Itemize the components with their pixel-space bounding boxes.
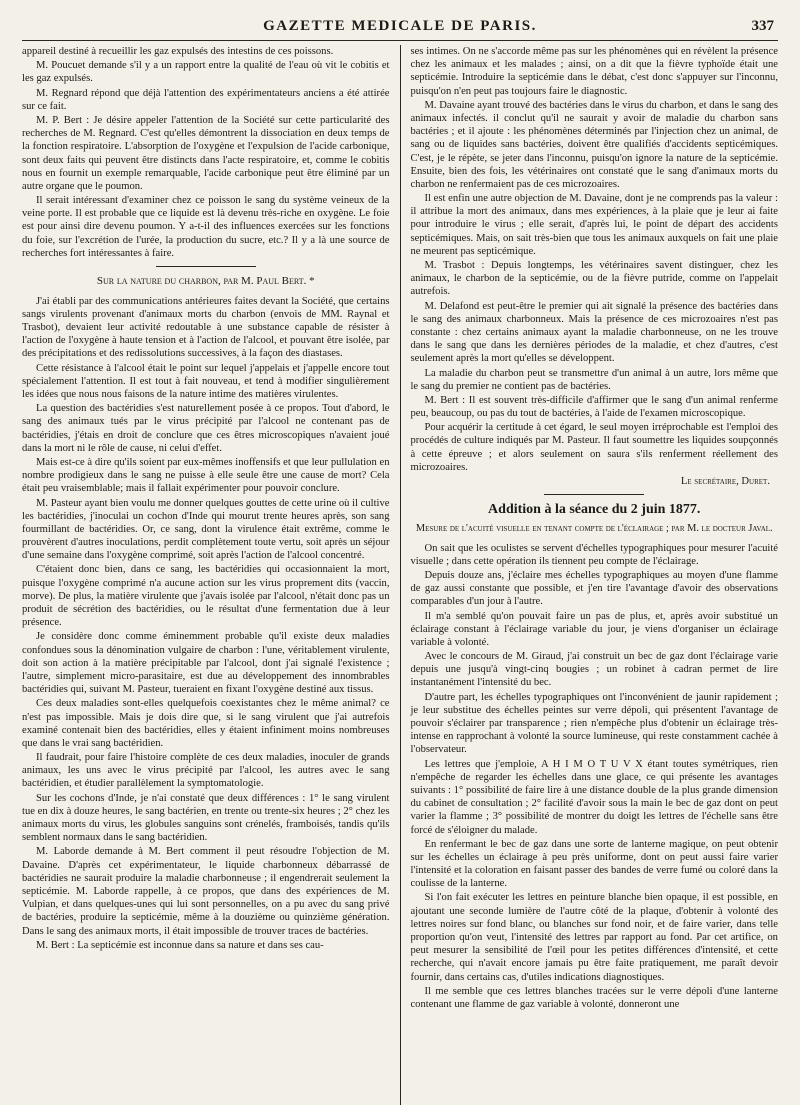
paragraph: Il est enfin une autre objection de M. Davaine, dont je ne comprends pas la valeur : il attribue la mort des animaux, dans mes expériences, à la plaie que je leur ai faite pour introduire le virus ; elle serait, d'après lui, le point de départ des accidents septicémiques. Mais, on sait très-bien que tous les animaux auxquels on fait une plaie ne meurent pas septicémique. (410, 193, 778, 257)
paragraph: Il faudrait, pour faire l'histoire complète de ces deux maladies, inoculer de grands animaux, les uns avec le virus précipité par l'alcool, les autres avec le sang bactéridien, et étudier parallèlement la symptomatologie. (22, 752, 390, 790)
paragraph: En renfermant le bec de gaz dans une sorte de lanterne magique, on peut obtenir sur les échelles un éclairage à peu près uniforme, dont on peut aussi faire varier l'intensité et la coloration en faisant passer des bandes de verre fumé ou coloré dans la coulisse de la lanterne. (410, 838, 778, 890)
paragraph: La question des bactéridies s'est naturellement posée à ce propos. Tout d'abord, le sang des animaux tués par le virus précipité par l'alcool ne contenant pas de bactéridies, j'étais en droit de conclure que ces êtres microscopiques n'avaient joué dans la mort ni le rôle de cause, ni celui d'effet. (22, 403, 390, 454)
paragraph: M. Bert : La septicémie est inconnue dans sa nature et dans ses cau- (36, 939, 324, 951)
paragraph: M. Bert : Il est souvent très-difficile d'affirmer que le sang d'un animal renferme peu, beaucoup, ou pas du tout de bactéries, à l'aide de l'examen microscopique. (410, 394, 778, 420)
paragraph: Il serait intéressant d'examiner chez ce poisson le sang du système veineux de la veine porte. Il est probable que ce liquide est là devenu très-riche en oxygène. Le foie est pour ainsi dire devenu poumon. Y a-t-il des influences exercées sur les fonctions du foie, sur l'excrétion de l'urée, la production du sucre, etc.? Il y a là une source de recherches fort intéressantes à faire. (22, 195, 390, 259)
signature: Le secrétaire, Duret. (680, 476, 770, 487)
paragraph: Ces deux maladies sont-elles quelquefois coexistantes chez le même animal? ce n'est pas impossible. Mais je dois dire que, si le sang virulent que j'ai autrefois examiné contenait bien des bactéridies, elles y étaient infiniment moins nombreuses que dans le vrai sang bactéridien. (22, 698, 390, 749)
paragraph: M. Davaine ayant trouvé des bactéries dans le virus du charbon, et dans le sang des animaux infectés. il conclut qu'il ne saurait y avoir de maladie du charbon sans bactéries ; et il ajoute : les phénomènes déterminés par l'injection chez un animal, de sang ou de liquides sans bactéries, doivent être qualifiés d'accidents septicémiques. C'est, je le répète, se jeter dans l'inconnu, puisqu'on ignore la nature de la septicémie. Ensuite, bien des fois, les vétérinaires ont constaté que le sang d'animaux morts du charbon ne renfermaient pas de ces microzoaires. (410, 99, 778, 190)
paragraph: D'autre part, les échelles typographiques ont l'inconvénient de jaunir rapidement ; je leur substitue des échelles peintes sur verre dépoli, qui présentent l'avantage de pouvoir s'éclairer par transparence ; rien n'empêche plus d'obtenir un éclairage très-intense en rapprochant à volonté la source lumineuse, qui reste constamment cachée à l'observateur. (410, 691, 778, 756)
paragraph: M. Delafond est peut-être le premier qui ait signalé la présence des bactéries dans le sang des animaux charbonneux. Mais la présence de ces microzoaires n'est pas constante : chez certains animaux ayant la maladie charbonneuse, on ne les trouve dans le sang que dans les dernières périodes de la maladie, et chez d'autres, c'est seulement après la mort qu'elles se développent. (410, 300, 778, 365)
paragraph: appareil destiné à recueillir les gaz expulsés des intestins de ces poissons. (22, 46, 334, 57)
paragraph: J'ai établi par des communications antérieures faites devant la Société, que certains sangs virulents provenant d'animaux morts du charbon (envois de MM. Raynal et Trasbot), devaient leur activité redoutable à une substance capable de résister à l'action de l'oxygène à haute tension et à l'action de l'alcool, et pouvant être isolée, par des précipitations et des redissolutions successives, à la façon des diastases. (22, 295, 390, 360)
paragraph: Mais est-ce à dire qu'ils soient par eux-mêmes inoffensifs et que leur pullulation en nombre prodigieux dans le sang ne puisse à elle seule être une cause de mort? Cela était peu vraisemblable; mais il fallait expérimenter pour pouvoir conclure. (22, 456, 390, 495)
paragraph: M. P. Bert : Je désire appeler l'attention de la Société sur cette particularité des recherches de M. Regnard. C'est qu'elles démontrent la dissociation en deux temps de la fonction respiratoire. L'absorption de l'oxygène et l'expulsion de l'acide carbonique, sont deux faits qui peuvent être distincts dans l'acte respiratoire, et, comme le cobitis nous en fournit un exemple remarquable, l'acide carbonique peut être éliminé par un autre organe que le poumon. (22, 114, 390, 192)
paragraph: Cette résistance à l'alcool était le point sur lequel j'appelais et j'appelle encore tout spécialement l'attention. Il est tout à fait nouveau, et tend à modifier singulièrement les idées que nous nous faisons de la nature intime des matières virulentes. (22, 362, 390, 400)
paragraph: M. Regnard répond que déjà l'attention des expérimentateurs anciens a été attirée sur ce fait. (22, 87, 390, 112)
journal-title: GAZETTE MEDICALE DE PARIS. (263, 18, 537, 34)
divider (544, 494, 644, 495)
paragraph: M. Poucuet demande s'il y a un rapport entre la qualité de l'eau où vit le cobitis et les gaz expulsés. (22, 60, 390, 85)
paragraph: M. Laborde demande à M. Bert comment il peut résoudre l'objection de M. Davaine. D'après cet expérimentateur, le liquide charbonneux débarrassé de bactéridies ne saurait produire la maladie charbonneuse ; il engendrerait seulement la septicémie. M. Laborde rappelle, à ce propos, que dans des expériences de M. Vulpian, et dans quelques-unes qui lui sont personnelles, on a pu avec du sang privé de bactéries, produire la septicémie, même à la douzième ou quinzième génération. Dans le sang des animaux morts, il était impossible de trouver traces de bactéries. (22, 846, 390, 937)
paragraph: La maladie du charbon peut se transmettre d'un animal à un autre, lors même que le sang du premier ne contient pas de bactéries. (410, 367, 778, 392)
paragraph: C'étaient donc bien, dans ce sang, les bactéridies qui occasionnaient la mort, puisque l'oxygène comprimé n'a aucune action sur les virus proprement dits (vaccin, morve). De plus, la matière virulente que j'avais isolée par l'alcool, n'était donc pas un produit de sécrétion des bactéridies, ou le résultat d'une fermentation due à leur présence. (22, 564, 390, 629)
paragraph: M. Trasbot : Depuis longtemps, les vétérinaires savent distinguer, chez les animaux, le charbon de la septicémie, ou de la fièvre putride, comme on l'appelait autrefois. (410, 260, 778, 298)
page-header (22, 12, 778, 41)
paragraph: Si l'on fait exécuter les lettres en peinture blanche bien opaque, il est possible, en ajoutant une seconde lumière de l'autre côté de la plaque, d'obtenir à volonté des lettres noires sur fond blanc, ou blanches sur fond noir, et de faire varier, dans telle proportion qu'on veut, l'intensité des lettres par rapport au fond. Par cet artifice, on peut mesurer la sensibilité de l'œil pour les petites différences d'intensité, et cette recherche, qui n'avait encore jamais pu être faite pratiquement, me paraît devoir fournir, dans certains cas, d'utiles indications diagnostiques. (410, 892, 778, 983)
paragraph: M. Pasteur ayant bien voulu me donner quelques gouttes de cette urine où il cultive les bactéridies, j'inoculai un cochon d'Inde qui mourut trente heures après, son sang fourmillant de bactéridies. Or, ce sang, dont la virulence était extrême, comme le prouvèrent d'autres inoculations, perdit complètement toute vertu, soit après un séjour d'une semaine dans l'oxygène comprimé, soit après l'action de l'alcool concentré. (22, 497, 390, 562)
paragraph: Il me semble que ces lettres blanches tracées sur le verre dépoli d'une lanterne contenant une flamme de gaz variable à volonté, donneront une (410, 985, 778, 1010)
column-separator (400, 45, 401, 1105)
right-column (410, 45, 778, 1105)
two-column-body (22, 45, 778, 1105)
page-number: 337 (751, 18, 774, 34)
paragraph: Sur les cochons d'Inde, je n'ai constaté que deux différences : 1° le sang virulent tue en dix à douze heures, le sang bactérien, en trente ou trente-six heures ; 2° chez les animaux morts du virus, les globules sanguins sont crénelés, framboisés, tandis qu'ils semblent normaux dans le sang bactéridien. (22, 792, 390, 844)
paragraph: Je considère donc comme éminemment probable qu'il existe deux maladies confondues sous la dénomination vulgaire de charbon : l'une, véritablement virulente, doit son action à la matière précipitable par l'alcool, dont j'ai signalé l'existence ; l'autre, simplement micro-parasitaire, est due au développement des innombrables bactéridies qui, suivant M. Pasteur, tueraient en fixant l'oxygène destiné aux tissus. (22, 631, 390, 696)
divider (156, 266, 256, 267)
paragraph: On sait que les oculistes se servent d'échelles typographiques pour mesurer l'acuité visuelle ; dans cette opération ils tiennent peu compte de l'éclairage. (410, 542, 778, 567)
paragraph: Pour acquérir la certitude à cet égard, le seul moyen irréprochable est l'emploi des procédés de culture indiqués par M. Pasteur. Il faut soumettre les liquides soupçonnés à cette épreuve ; et alors seulement on saura s'ils renferment réellement des microzoaires. (410, 422, 778, 473)
paragraph: Avec le concours de M. Giraud, j'ai construit un bec de gaz dont l'éclairage varie depuis une jusqu'à vingt-cinq bougies ; un robinet à cadran permet de lire instantanément l'intensité du bec. (410, 651, 778, 689)
addition-title: Addition à la séance du 2 juin 1877. (488, 502, 701, 518)
paragraph: Il m'a semblé qu'on pouvait faire un pas de plus, et, après avoir substitué un éclairage constant à l'éclairage variable du jour, je viens d'organiser un éclairage variable à volonté. (410, 610, 778, 648)
section-title: Sur la nature du charbon, par M. Paul Bert. * (96, 275, 315, 287)
memo-title: Mesure de l'acuité visuelle en tenant compte de l'éclairage ; par M. le docteur Javal. (415, 522, 773, 534)
paragraph: ses intimes. On ne s'accorde même pas sur les phénomènes qui en révèlent la présence chez les animaux et les malades ; ainsi, on a dit que la fièvre typhoïde était une septicémie. Introduire la septicémie dans le débat, c'est donc s'appuyer sur l'inconnu, puisqu'on n'en peut pas toujours faire le diagnostic. (410, 46, 778, 97)
paragraph: Les lettres que j'emploie, A H I M O T U V X étant toutes symétriques, rien n'empêche de regarder les échelles dans une glace, ce qui présente les avantages suivants : 1° possibilité de faire lire à une distance double de la plus grande dimension du cabinet de consultation ; 2° facilité d'avoir sous la main le bec de gaz dont on peut varier la flamme ; 3° possibilité de montrer du doigt les lettres de l'échelle sans être forcé de s'éloigner du malade. (410, 758, 778, 836)
paragraph: Depuis douze ans, j'éclaire mes échelles typographiques au moyen d'une flamme de gaz aussi constante que possible, et j'en tire l'avantage d'avoir des observations comparables d'un jour à l'autre. (410, 569, 778, 608)
left-column (22, 45, 390, 1105)
